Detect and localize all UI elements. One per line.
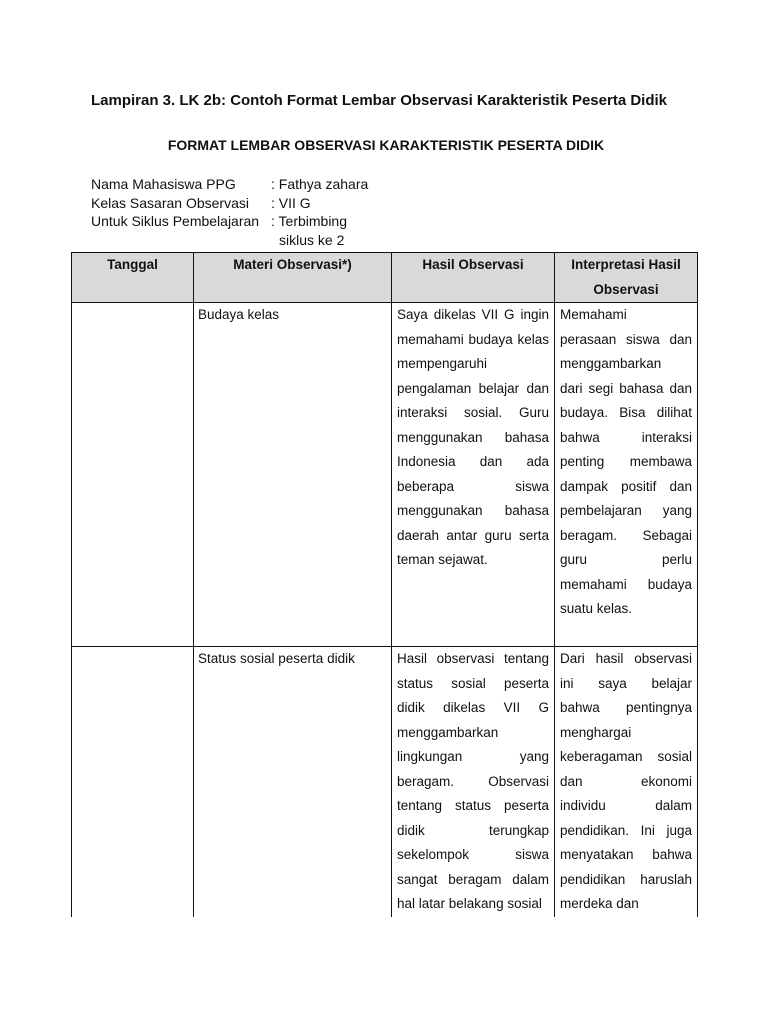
cell-text-line: lingkungan yang [397,749,549,764]
cycle-value: : Terbimbing [271,213,348,229]
header-materi: Materi Observasi*) [194,253,392,303]
cell-text-line: hal latar belakang sosial [397,896,542,911]
cell-text-line: menggambarkan [560,356,662,371]
cell-text-line: perasaan siswa dan [560,331,692,347]
cell-text-line: memahami budaya kelas [397,331,549,347]
cell-text-line: individu dalam [560,798,692,813]
cell-text-line: penting membawa [560,454,692,469]
header-tanggal: Tanggal [72,253,194,303]
document-title: Lampiran 3. LK 2b: Contoh Format Lembar Observasi Karakteristik Peserta Didik [91,92,668,109]
class-value: : VII G [271,194,311,211]
cell-text-line: pengalaman belajar dan [397,380,549,396]
cell-text-line: menggunakan bahasa [397,503,549,518]
cell-text-line: status sosial peserta [397,675,549,691]
cell-text-line: budaya. Bisa dilihat [560,405,692,420]
cell-text-line: tentang status peserta [397,798,549,813]
cell-hasil [392,647,555,918]
cell-text-line: interaksi sosial. Guru [397,405,549,420]
name-value: : Fathya zahara [271,176,369,192]
info-row-class [91,194,368,213]
table-header-row [72,253,698,303]
cell-text-line: menghargai [560,724,632,740]
cell-text-line: beberapa siswa [397,478,549,494]
cell-text-line: bahwa pentingnya [560,700,692,715]
cell-interpretasi [555,647,698,918]
cell-text-line: Memahami [560,307,627,322]
info-row-name [91,175,368,194]
cell-text-line: sangat beragam dalam [397,871,549,887]
cell-hasil [392,303,555,647]
cell-text-line: dari segi bahasa dan [560,380,692,396]
cell-text-line: suatu kelas. [560,601,633,616]
cell-text-line: guru perlu [560,552,692,567]
cell-text-line: pembelajaran yang [560,503,692,518]
cell-text-line: Indonesia dan ada [397,454,549,469]
cell-text-line: daerah antar guru serta [397,527,549,543]
cell-text-line: Dari hasil observasi [560,651,692,666]
cell-text-line: menggunakan bahasa [397,429,549,445]
table-row [72,647,698,918]
cell-text-line: bahwa interaksi [560,429,692,445]
cell-text-line: dampak positif dan [560,478,692,494]
cycle-value-continued: siklus ke 2 [279,231,345,248]
cell-text-line: memahami budaya [560,576,692,592]
cycle-label: Untuk Siklus Pembelajaran [91,213,260,229]
header-interpretasi: Interpretasi Hasil Observasi [555,253,698,303]
cell-text-line: ini saya belajar [560,675,692,691]
cell-text-line: merdeka dan [560,896,639,911]
cell-text-line: sekelompok siswa [397,847,549,862]
cell-text-line: dan ekonomi [560,773,692,789]
cell-tanggal [72,303,194,647]
name-label: Nama Mahasiswa PPG [91,176,236,192]
observation-table [71,252,698,917]
class-label: Kelas Sasaran Observasi [91,194,249,211]
cell-text-line: mempengaruhi [397,356,488,371]
cell-materi: Status sosial peserta didik [194,647,392,918]
form-title: FORMAT LEMBAR OBSERVASI KARAKTERISTIK PESERTA DIDIK [167,137,605,153]
observer-info [91,175,368,249]
header-hasil: Hasil Observasi [392,253,555,303]
cell-materi: Budaya kelas [194,303,392,647]
cell-text-line: menggambarkan [397,724,499,740]
cell-text-line: beragam. Sebagai [560,527,692,543]
cell-text-line: Hasil observasi tentang [397,651,549,666]
cell-text-line: beragam. Observasi [397,773,549,789]
cell-text-line: Saya dikelas VII G ingin [397,307,549,322]
cell-text-line: didik dikelas VII G [397,700,549,715]
cell-text-line: didik terungkap [397,822,549,838]
info-row-cycle [91,212,368,231]
cell-tanggal [72,647,194,918]
cell-text-line: teman sejawat. [397,552,488,567]
cell-text-line: keberagaman sosial [560,749,692,764]
cell-text-line: pendidikan haruslah [560,871,692,887]
cell-interpretasi [555,303,698,647]
table-row [72,303,698,647]
cell-text-line: pendidikan. Ini juga [560,822,692,838]
cell-text-line: menyatakan bahwa [560,847,692,862]
